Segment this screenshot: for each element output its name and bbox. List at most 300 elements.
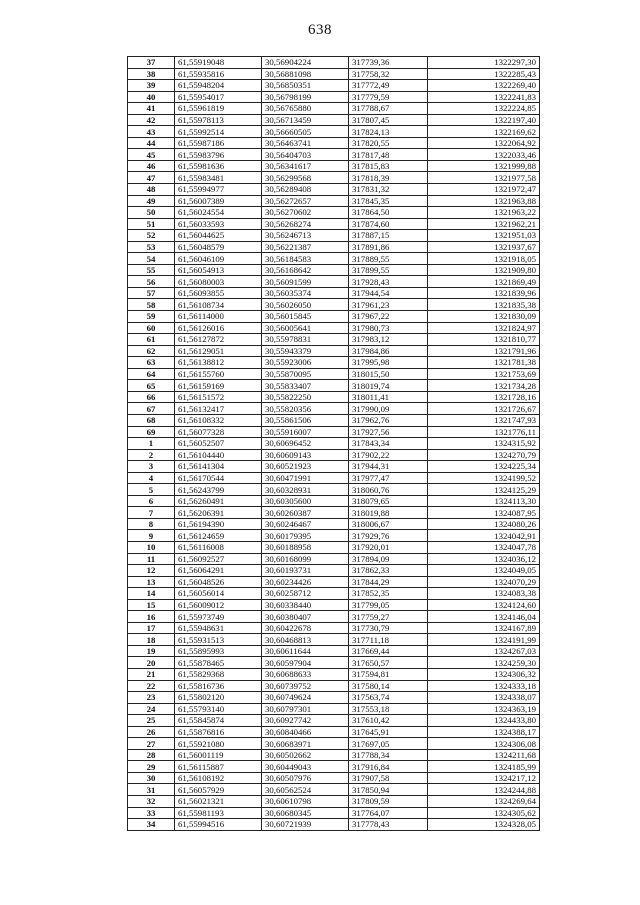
table-row [128, 149, 540, 161]
latitude-cell: 61,55973749 [175, 611, 262, 623]
longitude-cell: 30,55978831 [262, 334, 349, 346]
point-number-cell: 11 [128, 553, 175, 565]
point-number-cell: 22 [128, 680, 175, 692]
table-row [128, 553, 540, 565]
x-coordinate-cell: 317818,39 [349, 172, 428, 184]
latitude-cell: 61,56057929 [175, 784, 262, 796]
x-coordinate-cell: 318079,65 [349, 495, 428, 507]
point-number-cell: 52 [128, 230, 175, 242]
point-number-cell: 47 [128, 172, 175, 184]
y-coordinate-cell: 1324042,91 [428, 530, 540, 542]
x-coordinate-cell: 317788,67 [349, 103, 428, 115]
y-coordinate-cell: 1324217,12 [428, 772, 540, 784]
table-row [128, 207, 540, 219]
point-number-cell: 27 [128, 738, 175, 750]
y-coordinate-cell: 1322169,62 [428, 126, 540, 138]
table-row [128, 622, 540, 634]
longitude-cell: 30,56289408 [262, 184, 349, 196]
point-number-cell: 64 [128, 368, 175, 380]
y-coordinate-cell: 1322269,40 [428, 80, 540, 92]
x-coordinate-cell: 317580,14 [349, 680, 428, 692]
x-coordinate-cell: 317862,33 [349, 565, 428, 577]
y-coordinate-cell: 1321753,69 [428, 368, 540, 380]
table-row [128, 680, 540, 692]
table-row [128, 761, 540, 773]
latitude-cell: 61,55816736 [175, 680, 262, 692]
longitude-cell: 30,60927742 [262, 715, 349, 727]
x-coordinate-cell: 317967,22 [349, 311, 428, 323]
table-row [128, 195, 540, 207]
x-coordinate-cell: 317730,79 [349, 622, 428, 634]
longitude-cell: 30,60380407 [262, 611, 349, 623]
latitude-cell: 61,56093855 [175, 287, 262, 299]
x-coordinate-cell: 317563,74 [349, 692, 428, 704]
x-coordinate-cell: 317772,49 [349, 80, 428, 92]
point-number-cell: 24 [128, 703, 175, 715]
y-coordinate-cell: 1324167,89 [428, 622, 540, 634]
table-row [128, 449, 540, 461]
latitude-cell: 61,55878465 [175, 657, 262, 669]
longitude-cell: 30,56713459 [262, 114, 349, 126]
x-coordinate-cell: 317824,13 [349, 126, 428, 138]
x-coordinate-cell: 317815,83 [349, 160, 428, 172]
table-row [128, 807, 540, 819]
y-coordinate-cell: 1324306,32 [428, 668, 540, 680]
longitude-cell: 30,56184583 [262, 253, 349, 265]
table-row [128, 784, 540, 796]
point-number-cell: 50 [128, 207, 175, 219]
table-row [128, 472, 540, 484]
latitude-cell: 61,56021321 [175, 796, 262, 808]
table-row [128, 403, 540, 415]
x-coordinate-cell: 317928,43 [349, 276, 428, 288]
point-number-cell: 39 [128, 80, 175, 92]
x-coordinate-cell: 317852,35 [349, 588, 428, 600]
point-number-cell: 6 [128, 495, 175, 507]
y-coordinate-cell: 1321830,09 [428, 311, 540, 323]
longitude-cell: 30,56270602 [262, 207, 349, 219]
x-coordinate-cell: 317711,18 [349, 634, 428, 646]
table-row [128, 218, 540, 230]
table-row [128, 160, 540, 172]
y-coordinate-cell: 1324087,95 [428, 507, 540, 519]
longitude-cell: 30,56272657 [262, 195, 349, 207]
x-coordinate-cell: 317610,42 [349, 715, 428, 727]
point-number-cell: 66 [128, 391, 175, 403]
point-number-cell: 48 [128, 184, 175, 196]
point-number-cell: 41 [128, 103, 175, 115]
table-row [128, 703, 540, 715]
table-row [128, 611, 540, 623]
y-coordinate-cell: 1324049,05 [428, 565, 540, 577]
point-number-cell: 46 [128, 160, 175, 172]
point-number-cell: 9 [128, 530, 175, 542]
table-row [128, 518, 540, 530]
x-coordinate-cell: 317902,22 [349, 449, 428, 461]
longitude-cell: 30,56798199 [262, 91, 349, 103]
longitude-cell: 30,60597904 [262, 657, 349, 669]
table-row [128, 438, 540, 450]
x-coordinate-cell: 317887,15 [349, 230, 428, 242]
longitude-cell: 30,56091599 [262, 276, 349, 288]
table-row [128, 80, 540, 92]
longitude-cell: 30,60611644 [262, 645, 349, 657]
y-coordinate-cell: 1324083,38 [428, 588, 540, 600]
y-coordinate-cell: 1322297,30 [428, 57, 540, 69]
latitude-cell: 61,55978113 [175, 114, 262, 126]
y-coordinate-cell: 1321962,21 [428, 218, 540, 230]
y-coordinate-cell: 1321728,16 [428, 391, 540, 403]
y-coordinate-cell: 1321977,58 [428, 172, 540, 184]
point-number-cell: 33 [128, 807, 175, 819]
table-row [128, 726, 540, 738]
x-coordinate-cell: 317779,59 [349, 91, 428, 103]
x-coordinate-cell: 317980,73 [349, 322, 428, 334]
point-number-cell: 19 [128, 645, 175, 657]
latitude-cell: 61,55802120 [175, 692, 262, 704]
point-number-cell: 43 [128, 126, 175, 138]
table-row [128, 357, 540, 369]
table-row [128, 819, 540, 831]
x-coordinate-cell: 317778,43 [349, 819, 428, 831]
table-row [128, 391, 540, 403]
point-number-cell: 12 [128, 565, 175, 577]
longitude-cell: 30,60168099 [262, 553, 349, 565]
table-row [128, 796, 540, 808]
table-row [128, 495, 540, 507]
x-coordinate-cell: 318015,50 [349, 368, 428, 380]
longitude-cell: 30,55916007 [262, 426, 349, 438]
y-coordinate-cell: 1321791,96 [428, 345, 540, 357]
latitude-cell: 61,55919048 [175, 57, 262, 69]
point-number-cell: 2 [128, 449, 175, 461]
table-row [128, 426, 540, 438]
y-coordinate-cell: 1321963,22 [428, 207, 540, 219]
latitude-cell: 61,55895993 [175, 645, 262, 657]
point-number-cell: 58 [128, 299, 175, 311]
latitude-cell: 61,55994516 [175, 819, 262, 831]
longitude-cell: 30,56005641 [262, 322, 349, 334]
point-number-cell: 3 [128, 461, 175, 473]
latitude-cell: 61,56159169 [175, 380, 262, 392]
y-coordinate-cell: 1321972,47 [428, 184, 540, 196]
point-number-cell: 29 [128, 761, 175, 773]
y-coordinate-cell: 1324191,99 [428, 634, 540, 646]
x-coordinate-cell: 317944,54 [349, 287, 428, 299]
y-coordinate-cell: 1321824,97 [428, 322, 540, 334]
longitude-cell: 30,60609143 [262, 449, 349, 461]
table-row [128, 368, 540, 380]
point-number-cell: 25 [128, 715, 175, 727]
x-coordinate-cell: 317894,09 [349, 553, 428, 565]
y-coordinate-cell: 1324363,19 [428, 703, 540, 715]
y-coordinate-cell: 1321781,38 [428, 357, 540, 369]
y-coordinate-cell: 1324113,30 [428, 495, 540, 507]
longitude-cell: 30,60696452 [262, 438, 349, 450]
longitude-cell: 30,60749624 [262, 692, 349, 704]
y-coordinate-cell: 1324338,07 [428, 692, 540, 704]
y-coordinate-cell: 1324270,79 [428, 449, 540, 461]
y-coordinate-cell: 1324070,29 [428, 576, 540, 588]
longitude-cell: 30,60797301 [262, 703, 349, 715]
longitude-cell: 30,60502662 [262, 749, 349, 761]
table-row [128, 715, 540, 727]
y-coordinate-cell: 1321810,77 [428, 334, 540, 346]
y-coordinate-cell: 1322197,40 [428, 114, 540, 126]
y-coordinate-cell: 1321734,28 [428, 380, 540, 392]
longitude-cell: 30,60179395 [262, 530, 349, 542]
x-coordinate-cell: 317927,56 [349, 426, 428, 438]
latitude-cell: 61,55983796 [175, 149, 262, 161]
y-coordinate-cell: 1321776,11 [428, 426, 540, 438]
table-row [128, 230, 540, 242]
latitude-cell: 61,56044625 [175, 230, 262, 242]
latitude-cell: 61,55981193 [175, 807, 262, 819]
y-coordinate-cell: 1321726,67 [428, 403, 540, 415]
latitude-cell: 61,56260491 [175, 495, 262, 507]
x-coordinate-cell: 318019,74 [349, 380, 428, 392]
x-coordinate-cell: 317916,84 [349, 761, 428, 773]
x-coordinate-cell: 317669,44 [349, 645, 428, 657]
latitude-cell: 61,55921080 [175, 738, 262, 750]
latitude-cell: 61,55981636 [175, 160, 262, 172]
x-coordinate-cell: 317899,55 [349, 264, 428, 276]
point-number-cell: 44 [128, 137, 175, 149]
longitude-cell: 30,56765880 [262, 103, 349, 115]
latitude-cell: 61,56056014 [175, 588, 262, 600]
x-coordinate-cell: 317788,34 [349, 749, 428, 761]
longitude-cell: 30,55870095 [262, 368, 349, 380]
x-coordinate-cell: 317650,57 [349, 657, 428, 669]
point-number-cell: 5 [128, 484, 175, 496]
table-row [128, 91, 540, 103]
longitude-cell: 30,56168642 [262, 264, 349, 276]
longitude-cell: 30,56221387 [262, 241, 349, 253]
latitude-cell: 61,56138812 [175, 357, 262, 369]
latitude-cell: 61,56052507 [175, 438, 262, 450]
y-coordinate-cell: 1324259,30 [428, 657, 540, 669]
x-coordinate-cell: 317809,59 [349, 796, 428, 808]
point-number-cell: 40 [128, 91, 175, 103]
latitude-cell: 61,55994977 [175, 184, 262, 196]
x-coordinate-cell: 317759,27 [349, 611, 428, 623]
x-coordinate-cell: 317697,05 [349, 738, 428, 750]
y-coordinate-cell: 1324267,03 [428, 645, 540, 657]
point-number-cell: 10 [128, 541, 175, 553]
latitude-cell: 61,56124659 [175, 530, 262, 542]
x-coordinate-cell: 317553,18 [349, 703, 428, 715]
longitude-cell: 30,60305600 [262, 495, 349, 507]
latitude-cell: 61,55954017 [175, 91, 262, 103]
table-row [128, 692, 540, 704]
latitude-cell: 61,55876816 [175, 726, 262, 738]
longitude-cell: 30,60260387 [262, 507, 349, 519]
table-row [128, 137, 540, 149]
latitude-cell: 61,56048579 [175, 241, 262, 253]
table-row [128, 103, 540, 115]
table-row [128, 668, 540, 680]
point-number-cell: 69 [128, 426, 175, 438]
y-coordinate-cell: 1324328,05 [428, 819, 540, 831]
table-row [128, 657, 540, 669]
latitude-cell: 61,55935816 [175, 68, 262, 80]
table-row [128, 565, 540, 577]
x-coordinate-cell: 317920,01 [349, 541, 428, 553]
table-row [128, 334, 540, 346]
x-coordinate-cell: 317977,47 [349, 472, 428, 484]
table-row [128, 311, 540, 323]
table-row [128, 126, 540, 138]
table-row [128, 414, 540, 426]
table-row [128, 345, 540, 357]
longitude-cell: 30,60468813 [262, 634, 349, 646]
x-coordinate-cell: 317944,31 [349, 461, 428, 473]
latitude-cell: 61,56077328 [175, 426, 262, 438]
y-coordinate-cell: 1324211,68 [428, 749, 540, 761]
x-coordinate-cell: 317891,86 [349, 241, 428, 253]
point-number-cell: 38 [128, 68, 175, 80]
y-coordinate-cell: 1324185,99 [428, 761, 540, 773]
page-number: 638 [308, 22, 332, 38]
table-row [128, 530, 540, 542]
table-row [128, 461, 540, 473]
point-number-cell: 26 [128, 726, 175, 738]
x-coordinate-cell: 317645,91 [349, 726, 428, 738]
point-number-cell: 49 [128, 195, 175, 207]
table-row [128, 749, 540, 761]
point-number-cell: 42 [128, 114, 175, 126]
latitude-cell: 61,56151572 [175, 391, 262, 403]
table-row [128, 645, 540, 657]
y-coordinate-cell: 1321999,88 [428, 160, 540, 172]
latitude-cell: 61,56033593 [175, 218, 262, 230]
y-coordinate-cell: 1324080,26 [428, 518, 540, 530]
x-coordinate-cell: 317929,76 [349, 530, 428, 542]
table-row [128, 380, 540, 392]
latitude-cell: 61,56108332 [175, 414, 262, 426]
table-row [128, 264, 540, 276]
latitude-cell: 61,56243799 [175, 484, 262, 496]
longitude-cell: 30,55923006 [262, 357, 349, 369]
longitude-cell: 30,60688633 [262, 668, 349, 680]
x-coordinate-cell: 317874,60 [349, 218, 428, 230]
table-row [128, 507, 540, 519]
longitude-cell: 30,60840466 [262, 726, 349, 738]
longitude-cell: 30,55861506 [262, 414, 349, 426]
table-row [128, 588, 540, 600]
x-coordinate-cell: 317843,34 [349, 438, 428, 450]
longitude-cell: 30,60471991 [262, 472, 349, 484]
longitude-cell: 30,60507976 [262, 772, 349, 784]
point-number-cell: 32 [128, 796, 175, 808]
latitude-cell: 61,56024554 [175, 207, 262, 219]
y-coordinate-cell: 1324125,29 [428, 484, 540, 496]
table-row [128, 738, 540, 750]
point-number-cell: 14 [128, 588, 175, 600]
latitude-cell: 61,56170544 [175, 472, 262, 484]
longitude-cell: 30,60610798 [262, 796, 349, 808]
latitude-cell: 61,55987186 [175, 137, 262, 149]
longitude-cell: 30,56660505 [262, 126, 349, 138]
longitude-cell: 30,56015845 [262, 311, 349, 323]
latitude-cell: 61,56092527 [175, 553, 262, 565]
x-coordinate-cell: 317831,32 [349, 184, 428, 196]
latitude-cell: 61,56001119 [175, 749, 262, 761]
longitude-cell: 30,56404703 [262, 149, 349, 161]
latitude-cell: 61,56104440 [175, 449, 262, 461]
point-number-cell: 67 [128, 403, 175, 415]
longitude-cell: 30,56850351 [262, 80, 349, 92]
x-coordinate-cell: 317850,94 [349, 784, 428, 796]
table-row [128, 541, 540, 553]
table-row [128, 172, 540, 184]
point-number-cell: 21 [128, 668, 175, 680]
y-coordinate-cell: 1324047,78 [428, 541, 540, 553]
latitude-cell: 61,56155760 [175, 368, 262, 380]
point-number-cell: 16 [128, 611, 175, 623]
x-coordinate-cell: 317983,12 [349, 334, 428, 346]
x-coordinate-cell: 317739,36 [349, 57, 428, 69]
y-coordinate-cell: 1324244,88 [428, 784, 540, 796]
latitude-cell: 61,55983481 [175, 172, 262, 184]
table-row [128, 634, 540, 646]
longitude-cell: 30,60562524 [262, 784, 349, 796]
table-row [128, 299, 540, 311]
x-coordinate-cell: 318060,76 [349, 484, 428, 496]
y-coordinate-cell: 1324146,04 [428, 611, 540, 623]
y-coordinate-cell: 1322033,46 [428, 149, 540, 161]
longitude-cell: 30,55820356 [262, 403, 349, 415]
point-number-cell: 23 [128, 692, 175, 704]
table-row [128, 484, 540, 496]
latitude-cell: 61,56114000 [175, 311, 262, 323]
y-coordinate-cell: 1324199,52 [428, 472, 540, 484]
x-coordinate-cell: 317889,55 [349, 253, 428, 265]
x-coordinate-cell: 317990,09 [349, 403, 428, 415]
y-coordinate-cell: 1322224,85 [428, 103, 540, 115]
point-number-cell: 62 [128, 345, 175, 357]
longitude-cell: 30,60683971 [262, 738, 349, 750]
table-row [128, 68, 540, 80]
point-number-cell: 20 [128, 657, 175, 669]
y-coordinate-cell: 1324225,34 [428, 461, 540, 473]
longitude-cell: 30,55833407 [262, 380, 349, 392]
point-number-cell: 4 [128, 472, 175, 484]
point-number-cell: 61 [128, 334, 175, 346]
point-number-cell: 37 [128, 57, 175, 69]
latitude-cell: 61,56194390 [175, 518, 262, 530]
longitude-cell: 30,60338440 [262, 599, 349, 611]
x-coordinate-cell: 317820,55 [349, 137, 428, 149]
latitude-cell: 61,56108734 [175, 299, 262, 311]
y-coordinate-cell: 1322064,92 [428, 137, 540, 149]
table-row [128, 276, 540, 288]
longitude-cell: 30,56268274 [262, 218, 349, 230]
x-coordinate-cell: 317799,05 [349, 599, 428, 611]
longitude-cell: 30,60188958 [262, 541, 349, 553]
y-coordinate-cell: 1324433,80 [428, 715, 540, 727]
x-coordinate-cell: 317594,81 [349, 668, 428, 680]
y-coordinate-cell: 1324388,17 [428, 726, 540, 738]
y-coordinate-cell: 1321909,80 [428, 264, 540, 276]
y-coordinate-cell: 1321747,93 [428, 414, 540, 426]
latitude-cell: 61,56046109 [175, 253, 262, 265]
x-coordinate-cell: 317844,29 [349, 576, 428, 588]
latitude-cell: 61,56054913 [175, 264, 262, 276]
y-coordinate-cell: 1321839,96 [428, 287, 540, 299]
x-coordinate-cell: 317758,32 [349, 68, 428, 80]
point-number-cell: 34 [128, 819, 175, 831]
